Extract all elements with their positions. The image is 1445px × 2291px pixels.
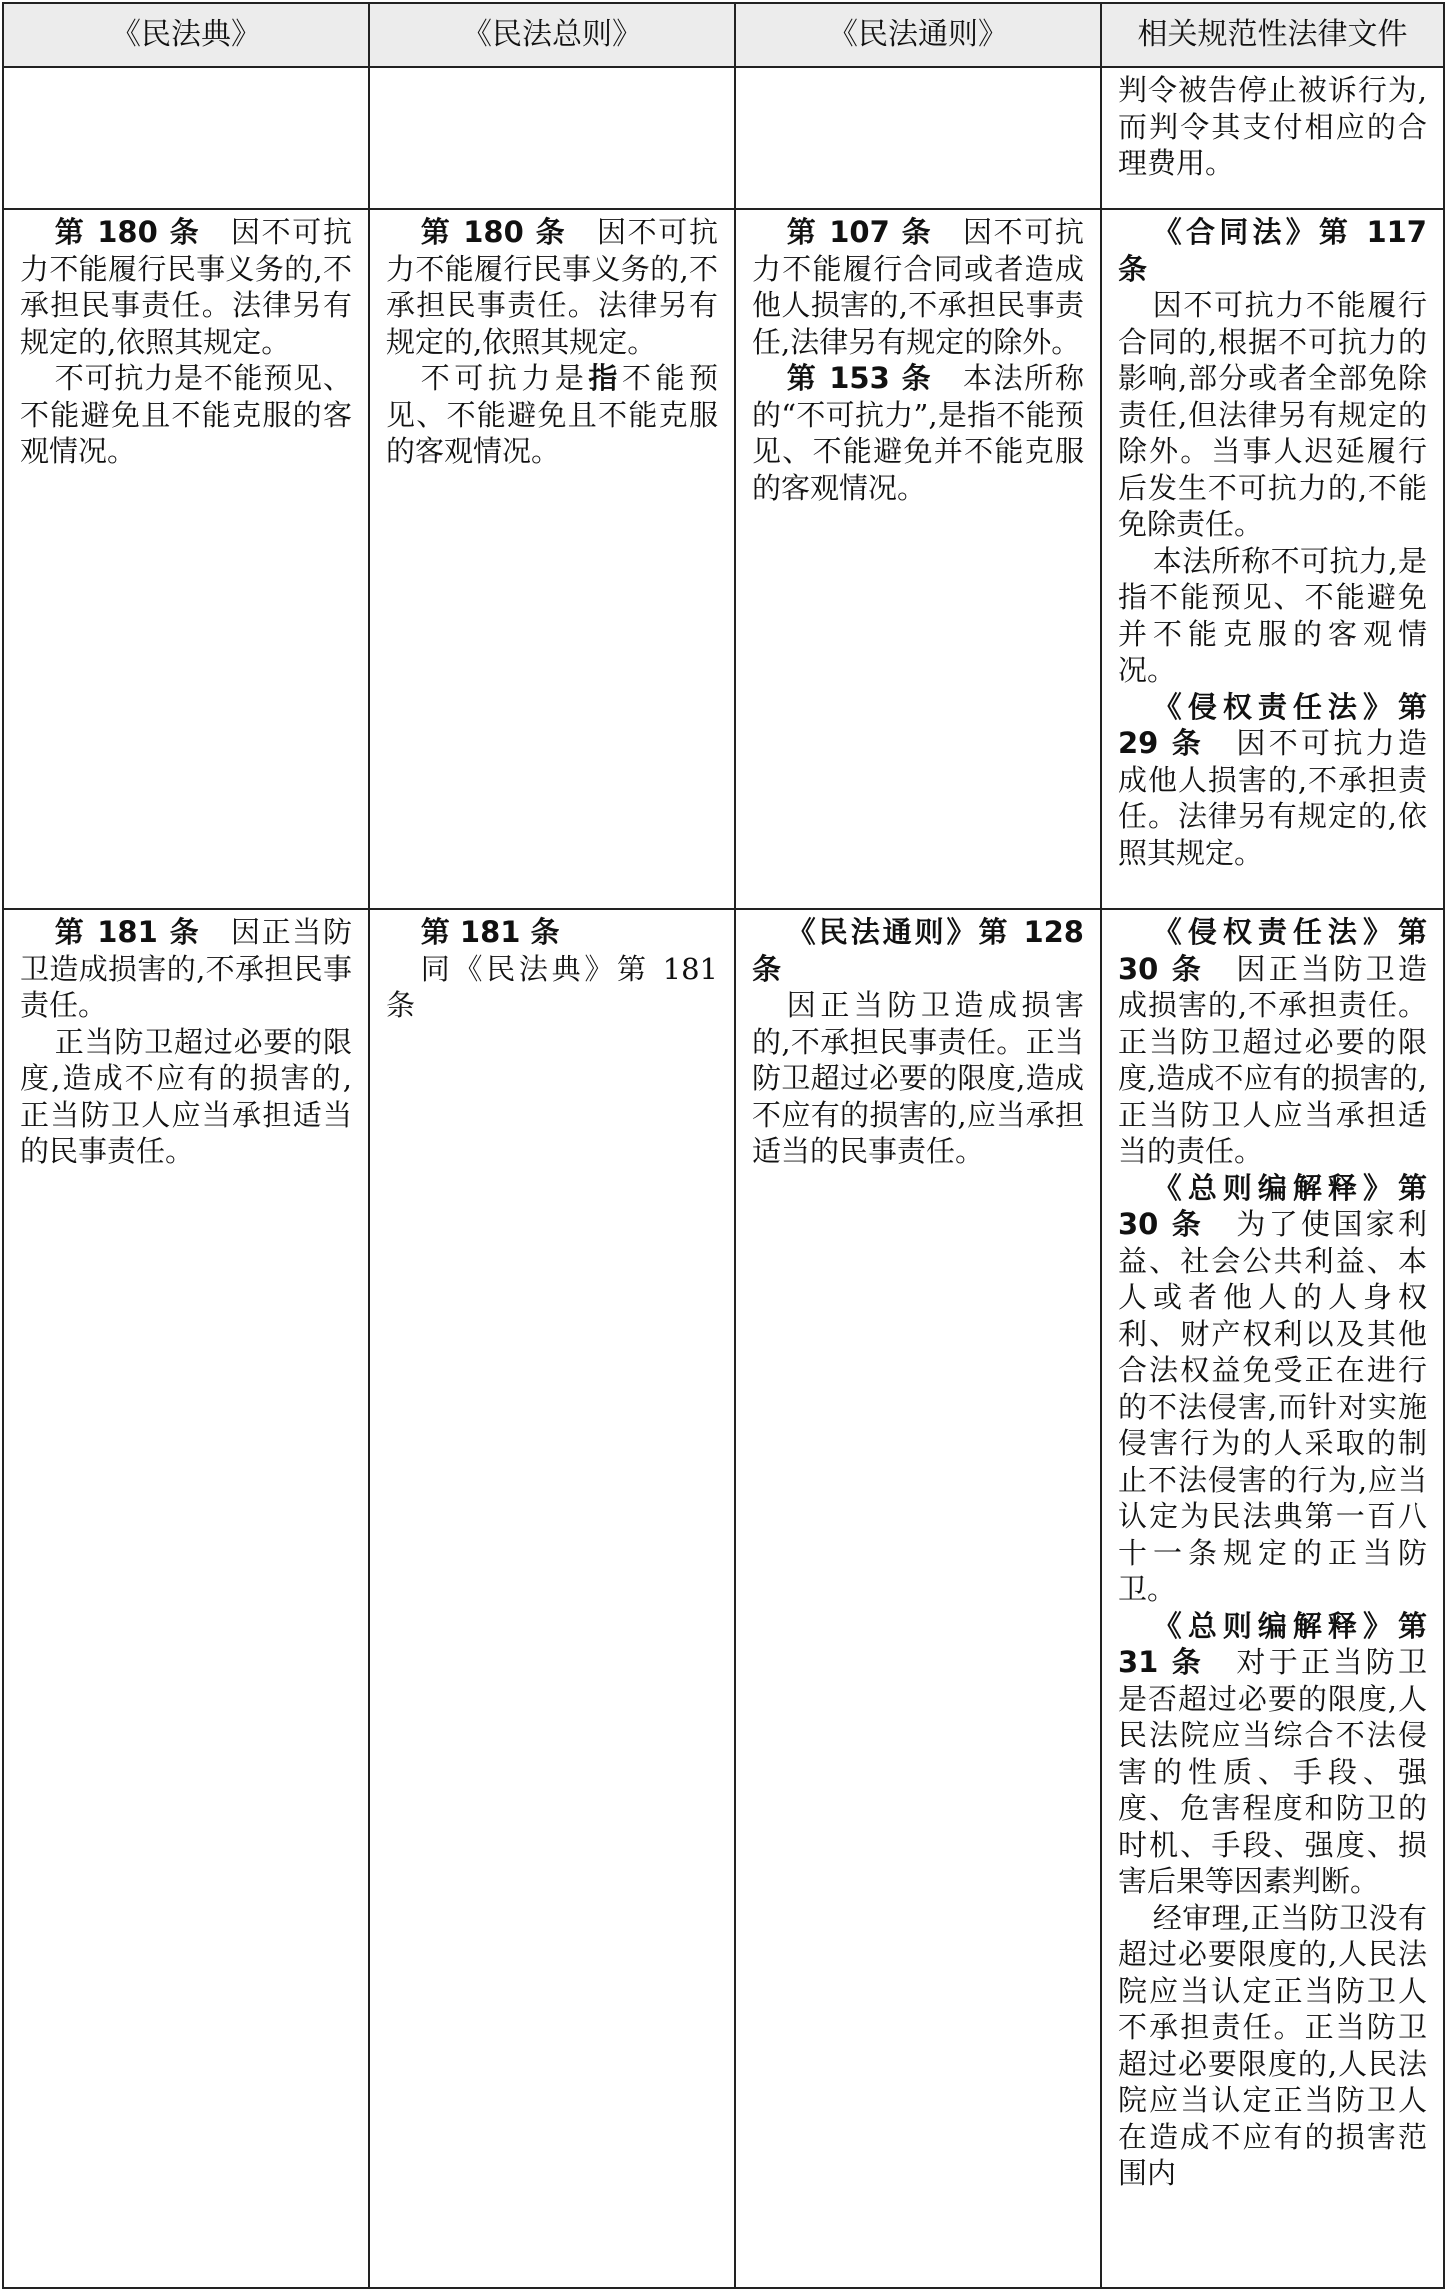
article-label: 第 180 条 bbox=[420, 215, 567, 249]
article-text: 为了使国家利益、社会公共利益、本人或者他人的人身权利、财产权利以及其他合法权益免受正在进行的不法侵害,而针对实施侵害行为的人采取的制止不法侵害的行为,应当认定为民法典第一百八十一条规定的正当防卫。 bbox=[1118, 1207, 1427, 1606]
table-cell bbox=[3, 909, 369, 2288]
article-text: 因不可抗力造成他人损害的,不承担责任。法律另有规定的,依照其规定。 bbox=[1118, 726, 1427, 870]
article-text: 因正当防卫造成损害的,不承担责任。正当防卫超过必要的限度,造成不应有的损害的,正当防卫人应当承担适当的责任。 bbox=[1118, 951, 1427, 1168]
article-paragraph bbox=[752, 360, 1084, 506]
cell-text: 判令被告停止被诉行为,而判令其支付相应的合理费用。 bbox=[1118, 73, 1427, 180]
article-label: 第 153 条 bbox=[786, 361, 933, 395]
article-paragraph: 本法所称不可抗力,是指不能预见、不能避免并不能克服的客观情况。 bbox=[1118, 543, 1427, 687]
article-text: 对于正当防卫是否超过必要的限度,人民法院应当综合不法侵害的性质、手段、强度、危害程度和防卫的时机、手段、强度、损害后果等因素判断。 bbox=[1118, 1645, 1427, 1898]
table-row bbox=[3, 67, 1444, 209]
table-cell bbox=[1101, 67, 1444, 209]
article-paragraph bbox=[386, 360, 718, 470]
article-label: 第 181 条 bbox=[54, 915, 201, 949]
article-text: 不可抗力是 bbox=[420, 361, 589, 395]
article-label: 《合同法》第 117 条 bbox=[1118, 215, 1427, 286]
table-cell bbox=[369, 209, 735, 909]
header-related-documents: 相关规范性法律文件 bbox=[1101, 3, 1444, 67]
article-text: 因不可抗力不能履行合同或者造成他人损害的,不承担民事责任,法律另有规定的除外。 bbox=[752, 215, 1084, 359]
article-label: 《总则编解释》第 30 条 bbox=[1118, 1170, 1427, 1241]
article-paragraph bbox=[752, 214, 1084, 360]
header-row bbox=[3, 3, 1444, 67]
table-cell bbox=[1101, 909, 1444, 2288]
table-cell bbox=[3, 209, 369, 909]
article-label: 第 107 条 bbox=[786, 215, 933, 249]
article-text: 因不可抗力不能履行民事义务的,不承担民事责任。法律另有规定的,依照其规定。 bbox=[20, 215, 352, 359]
article-paragraph bbox=[1118, 914, 1427, 1170]
article-label: 《总则编解释》第 31 条 bbox=[1118, 1608, 1427, 1679]
article-label: 《侵权责任法》第 30 条 bbox=[1118, 915, 1427, 986]
table-cell bbox=[735, 209, 1101, 909]
article-text: 不能预见、不能避免且不能克服的客观情况。 bbox=[386, 361, 718, 468]
article-text: 本法所称的“不可抗力”,是指不能预见、不能避免并不能克服的客观情况。 bbox=[752, 361, 1084, 505]
article-label: 《民法通则》第 128 条 bbox=[752, 915, 1084, 986]
article-paragraph bbox=[1118, 1608, 1427, 1900]
table-cell bbox=[369, 909, 735, 2288]
table-cell bbox=[735, 909, 1101, 2288]
table-cell bbox=[1101, 209, 1444, 909]
article-label: 《侵权责任法》第 29 条 bbox=[1118, 689, 1427, 760]
article-paragraph bbox=[1118, 689, 1427, 872]
article-paragraph bbox=[20, 914, 352, 1024]
article-text: 因不可抗力不能履行民事义务的,不承担民事责任。法律另有规定的,依照其规定。 bbox=[386, 215, 718, 359]
article-paragraph: 因不可抗力不能履行合同的,根据不可抗力的影响,部分或者全部免除责任,但法律另有规定的除外。当事人迟延履行后发生不可抗力的,不能免除责任。 bbox=[1118, 288, 1427, 541]
header-general-provisions: 《民法总则》 bbox=[369, 3, 735, 67]
table-cell bbox=[735, 67, 1101, 209]
table-cell bbox=[369, 67, 735, 209]
article-label: 第 180 条 bbox=[54, 215, 201, 249]
article-paragraph: 不可抗力是不能预见、不能避免且不能克服的客观情况。 bbox=[20, 361, 352, 468]
emphasized-text: 指 bbox=[588, 361, 622, 395]
article-paragraph bbox=[1118, 1170, 1427, 1608]
header-general-principles: 《民法通则》 bbox=[735, 3, 1101, 67]
article-paragraph bbox=[386, 214, 718, 360]
header-civil-code: 《民法典》 bbox=[3, 3, 369, 67]
article-paragraph bbox=[20, 214, 352, 360]
table-row bbox=[3, 209, 1444, 909]
law-comparison-table bbox=[2, 2, 1445, 2289]
article-paragraph: 因正当防卫造成损害的,不承担民事责任。正当防卫超过必要的限度,造成不应有的损害的,应当承担适当的民事责任。 bbox=[752, 988, 1084, 1168]
article-label: 第 181 条 bbox=[420, 915, 560, 949]
table-cell bbox=[3, 67, 369, 209]
article-text: 因正当防卫造成损害的,不承担民事责任。 bbox=[20, 915, 352, 1022]
table-row bbox=[3, 909, 1444, 2288]
article-paragraph: 正当防卫超过必要的限度,造成不应有的损害的,正当防卫人应当承担适当的民事责任。 bbox=[20, 1024, 352, 1168]
article-paragraph: 经审理,正当防卫没有超过必要限度的,人民法院应当认定正当防卫人不承担责任。正当防卫超过必要限度的,人民法院应当认定正当防卫人在造成不应有的损害范围内 bbox=[1118, 1900, 1427, 2190]
article-paragraph: 同《民法典》第 181 条 bbox=[386, 951, 718, 1022]
